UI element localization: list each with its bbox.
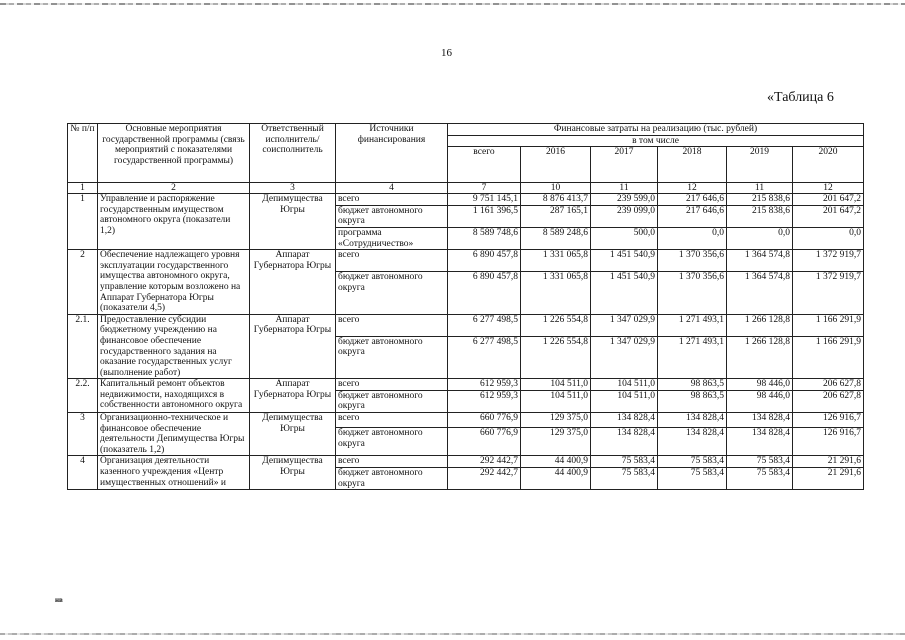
funding-source: бюджет автономного округа [336,205,448,227]
column-number: 12 [658,183,727,194]
header-year: 2018 [658,147,727,183]
amount-year: 1 364 574,8 [727,272,793,314]
amount-year: 500,0 [591,227,658,249]
amount-total: 6 277 498,5 [448,336,521,378]
amount-year: 217 646,6 [658,205,727,227]
header-year: 2016 [521,147,591,183]
amount-total: 612 959,3 [448,390,521,412]
header-sources: Источники финансирования [336,124,448,183]
funding-source: всего [336,250,448,272]
amount-year: 98 863,5 [658,390,727,412]
column-number: 12 [793,183,864,194]
amount-year: 134 828,4 [658,427,727,456]
amount-total: 660 776,9 [448,427,521,456]
measure-text: Управление и распоряжение государственным имуществом автономного округа (показатели 1,2) [98,194,250,250]
amount-year: 1 271 493,1 [658,336,727,378]
amount-year: 44 400,9 [521,468,591,490]
row-number: 2.1. [68,314,98,379]
table-row [68,250,864,272]
amount-year: 104 511,0 [521,390,591,412]
amount-year: 1 166 291,9 [793,336,864,378]
header-year: 2017 [591,147,658,183]
amount-year: 75 583,4 [727,468,793,490]
amount-year: 239 599,0 [591,194,658,206]
amount-year: 8 876 413,7 [521,194,591,206]
funding-source: всего [336,456,448,468]
amount-year: 215 838,6 [727,194,793,206]
amount-year: 134 828,4 [591,427,658,456]
amount-year: 215 838,6 [727,205,793,227]
amount-total: 292 442,7 [448,468,521,490]
amount-year: 134 828,4 [727,427,793,456]
footer-mark: нв [55,596,63,604]
amount-year: 104 511,0 [591,390,658,412]
amount-total: 660 776,9 [448,413,521,428]
amount-year: 75 583,4 [727,456,793,468]
amount-year: 134 828,4 [658,413,727,428]
scan-edge-bottom [0,633,905,635]
header-total: всего [448,147,521,183]
amount-year: 1 347 029,9 [591,314,658,336]
amount-year: 134 828,4 [591,413,658,428]
table-row [68,194,864,206]
column-number-row [68,183,864,194]
amount-year: 1 331 065,8 [521,250,591,272]
amount-year: 44 400,9 [521,456,591,468]
table-body [68,183,864,490]
amount-year: 21 291,6 [793,456,864,468]
table-row [68,413,864,428]
funding-source: программа «Сотрудничество» [336,227,448,249]
scan-edge-top [0,3,905,5]
amount-year: 1 266 128,8 [727,336,793,378]
responsible-text: Аппарат Губернатора Югры [250,314,336,379]
column-number: 1 [68,183,98,194]
header-finance: Финансовые затраты на реализацию (тыс. рублей) [448,124,864,136]
table-caption: «Таблица 6 [767,90,834,105]
amount-year: 1 226 554,8 [521,314,591,336]
amount-year: 206 627,8 [793,390,864,412]
table-row [68,379,864,391]
header-row-1 [68,124,864,136]
amount-year: 1 166 291,9 [793,314,864,336]
amount-year: 1 331 065,8 [521,272,591,314]
funding-source: всего [336,194,448,206]
finance-table [67,123,864,490]
responsible-text: Депимущества Югры [250,413,336,456]
measure-text: Капитальный ремонт объектов недвижимости, находящихся в собственности автономного округа [98,379,250,413]
amount-year: 98 446,0 [727,390,793,412]
measure-text: Обеспечение надлежащего уровня эксплуатации государственного имущества автономного округа, управление которым возложено на Аппарат Губернатора Югры (показатели 4,5) [98,250,250,315]
row-number: 1 [68,194,98,250]
funding-source: всего [336,314,448,336]
amount-year: 287 165,1 [521,205,591,227]
amount-year: 0,0 [793,227,864,249]
amount-year: 8 589 248,6 [521,227,591,249]
amount-year: 1 347 029,9 [591,336,658,378]
amount-total: 9 751 145,1 [448,194,521,206]
funding-source: всего [336,379,448,391]
amount-year: 75 583,4 [591,468,658,490]
table-row [68,314,864,336]
amount-year: 98 863,5 [658,379,727,391]
amount-year: 1 364 574,8 [727,250,793,272]
responsible-text: Аппарат Губернатора Югры [250,379,336,413]
column-number: 4 [336,183,448,194]
header-measures: Основные мероприятия государственной программы (связь мероприятий с показателями государственной программы) [98,124,250,183]
amount-year: 134 828,4 [727,413,793,428]
amount-year: 1 372 919,7 [793,272,864,314]
amount-year: 126 916,7 [793,413,864,428]
amount-total: 1 161 396,5 [448,205,521,227]
amount-year: 126 916,7 [793,427,864,456]
amount-year: 21 291,6 [793,468,864,490]
amount-year: 1 266 128,8 [727,314,793,336]
column-number: 11 [591,183,658,194]
amount-year: 1 370 356,6 [658,250,727,272]
responsible-text: Депимущества Югры [250,194,336,250]
funding-source: бюджет автономного округа [336,468,448,490]
amount-year: 0,0 [658,227,727,249]
amount-year: 129 375,0 [521,427,591,456]
responsible-text: Депимущества Югры [250,456,336,490]
amount-year: 104 511,0 [521,379,591,391]
amount-year: 75 583,4 [658,456,727,468]
amount-year: 0,0 [727,227,793,249]
amount-year: 129 375,0 [521,413,591,428]
column-number: 11 [727,183,793,194]
amount-year: 206 627,8 [793,379,864,391]
amount-year: 98 446,0 [727,379,793,391]
amount-year: 75 583,4 [591,456,658,468]
amount-total: 292 442,7 [448,456,521,468]
table-row [68,456,864,468]
funding-source: всего [336,413,448,428]
measure-text: Организация деятельности казенного учреждения «Центр имущественных отношений» и [98,456,250,490]
amount-total: 6 890 457,8 [448,250,521,272]
amount-total: 6 890 457,8 [448,272,521,314]
funding-source: бюджет автономного округа [336,427,448,456]
amount-total: 6 277 498,5 [448,314,521,336]
amount-year: 75 583,4 [658,468,727,490]
header-year: 2020 [793,147,864,183]
measure-text: Организационно-техническое и финансовое обеспечение деятельности Депимущества Югры (показатель 1,2) [98,413,250,456]
header-including: в том числе [448,135,864,147]
column-number: 7 [448,183,521,194]
funding-source: бюджет автономного округа [336,272,448,314]
amount-year: 1 271 493,1 [658,314,727,336]
column-number: 10 [521,183,591,194]
amount-total: 8 589 748,6 [448,227,521,249]
header-responsible: Ответственный исполнитель/ соисполнитель [250,124,336,183]
responsible-text: Аппарат Губернатора Югры [250,250,336,315]
amount-year: 104 511,0 [591,379,658,391]
amount-year: 1 372 919,7 [793,250,864,272]
amount-year: 1 451 540,9 [591,250,658,272]
page-number: 16 [441,47,452,59]
row-number: 4 [68,456,98,490]
column-number: 2 [98,183,250,194]
funding-source: бюджет автономного округа [336,390,448,412]
measure-text: Предоставление субсидии бюджетному учреждению на финансовое обеспечение государственного задания на оказание государственных услуг (выполнение работ) [98,314,250,379]
row-number: 3 [68,413,98,456]
amount-year: 1 370 356,6 [658,272,727,314]
amount-total: 612 959,3 [448,379,521,391]
amount-year: 239 099,0 [591,205,658,227]
amount-year: 217 646,6 [658,194,727,206]
row-number: 2 [68,250,98,315]
header-year: 2019 [727,147,793,183]
header-num: № п/п [68,124,98,183]
amount-year: 201 647,2 [793,194,864,206]
amount-year: 1 451 540,9 [591,272,658,314]
amount-year: 201 647,2 [793,205,864,227]
column-number: 3 [250,183,336,194]
funding-source: бюджет автономного округа [336,336,448,378]
amount-year: 1 226 554,8 [521,336,591,378]
row-number: 2.2. [68,379,98,413]
